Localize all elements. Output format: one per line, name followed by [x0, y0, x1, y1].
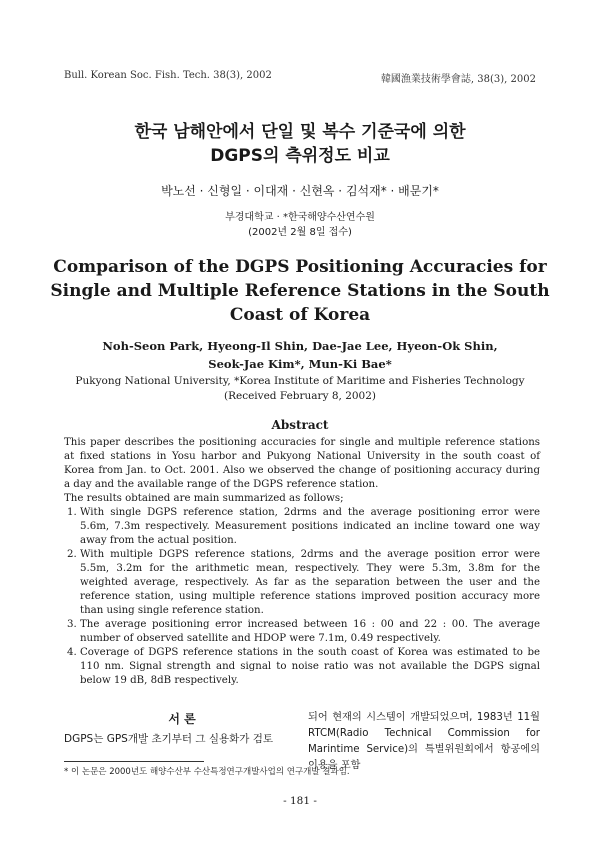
results-list-item: 1. With single DGPS reference station, 2drms and the average positioning error were 5.6m, 7.3m respectively. Measurement positions indicated an incline toward one way away from the actual position.	[80, 506, 540, 548]
korean-title-line: DGPS의 측위정도 비교	[210, 146, 390, 166]
english-title-line: Comparison of the DGPS Positioning Accuracies for	[53, 257, 547, 277]
english-title-line: Single and Multiple Reference Stations in the South	[50, 281, 550, 301]
english-title-line: Coast of Korea	[229, 305, 371, 325]
korean-received-date: (2002년 2월 8일 접수)	[248, 227, 352, 238]
english-received-date: (Received February 8, 2002)	[223, 390, 377, 402]
page-number: - 181 -	[283, 795, 317, 807]
english-affiliation	[0, 374, 600, 404]
intro-heading: 서 론	[168, 712, 196, 726]
footnote-rule	[64, 761, 204, 762]
results-list-item: 4. Coverage of DGPS reference stations in the south coast of Korea was estimated to be 110 nm. Signal strength and signal to noise ratio was not available the DGPS signal below 19 dB, 8dB respectively.	[80, 646, 540, 688]
english-authors-line: Seok-Jae Kim*, Mun-Ki Bae*	[208, 357, 392, 371]
abstract-body	[64, 436, 540, 688]
running-header-left: Bull. Korean Soc. Fish. Tech. 38(3), 2002	[64, 70, 272, 81]
korean-affiliation	[0, 210, 600, 240]
results-list-item: 2. With multiple DGPS reference stations, 2drms and the average position error were 5.5m, 3.2m for the arithmetic mean, respectively. They were 5.3m, 3.8m for the weighted average, respectively. As far as the separation between the user and the reference station, using multiple reference stations improved position accuracy more than using single reference station.	[80, 548, 540, 618]
results-list-item: 3. The average positioning error increased between 16 : 00 and 22 : 00. The average number of observed satellite and HDOP were 7.1m, 0.49 respectively.	[80, 618, 540, 646]
korean-authors: 박노선 · 신형일 · 이대재 · 신현옥 · 김석재* · 배문기*	[161, 184, 439, 198]
intro-left-text: DGPS는 GPS개발 초기부터 그 실용화가 검토	[64, 733, 274, 745]
korean-affiliation-text: 부경대학교 · *한국해양수산연수원	[225, 212, 375, 223]
abstract-paragraph: This paper describes the positioning accuracies for single and multiple reference stations at fixed stations in Yosu harbor and Pukyong National University in the south coast of Korea from Jan. to Oct. 2001. Also we observed the change of positioning accuracy during a day and the available range of the DGPS reference station.	[64, 437, 540, 490]
english-authors	[0, 337, 600, 373]
intro-right-column: 되어 현재의 시스템이 개발되었으며, 1983년 11월 RTCM(Radio Technical Commission for Marintime Service)의 특별위원회에서 항공에의 이용을 포함	[308, 712, 540, 771]
korean-title	[0, 120, 600, 168]
english-title	[0, 255, 600, 327]
running-header-right: 韓國漁業技術學會誌, 38(3), 2002	[380, 74, 536, 85]
english-affiliation-text: Pukyong National University, *Korea Institute of Maritime and Fisheries Technology	[75, 375, 525, 387]
intro-left-column	[64, 710, 300, 748]
abstract-heading: Abstract	[271, 418, 329, 432]
abstract-paragraph: The results obtained are main summarized as follows;	[64, 493, 344, 504]
english-authors-line: Noh-Seon Park, Hyeong-Il Shin, Dae-Jae Lee, Hyeon-Ok Shin,	[102, 339, 498, 353]
footnote: * 이 논문은 2000년도 해양수산부 수산특정연구개발사업의 연구개발 결과임.	[64, 767, 350, 777]
korean-title-line: 한국 남해안에서 단일 및 복수 기준국에 의한	[134, 122, 466, 142]
results-list	[64, 506, 540, 688]
